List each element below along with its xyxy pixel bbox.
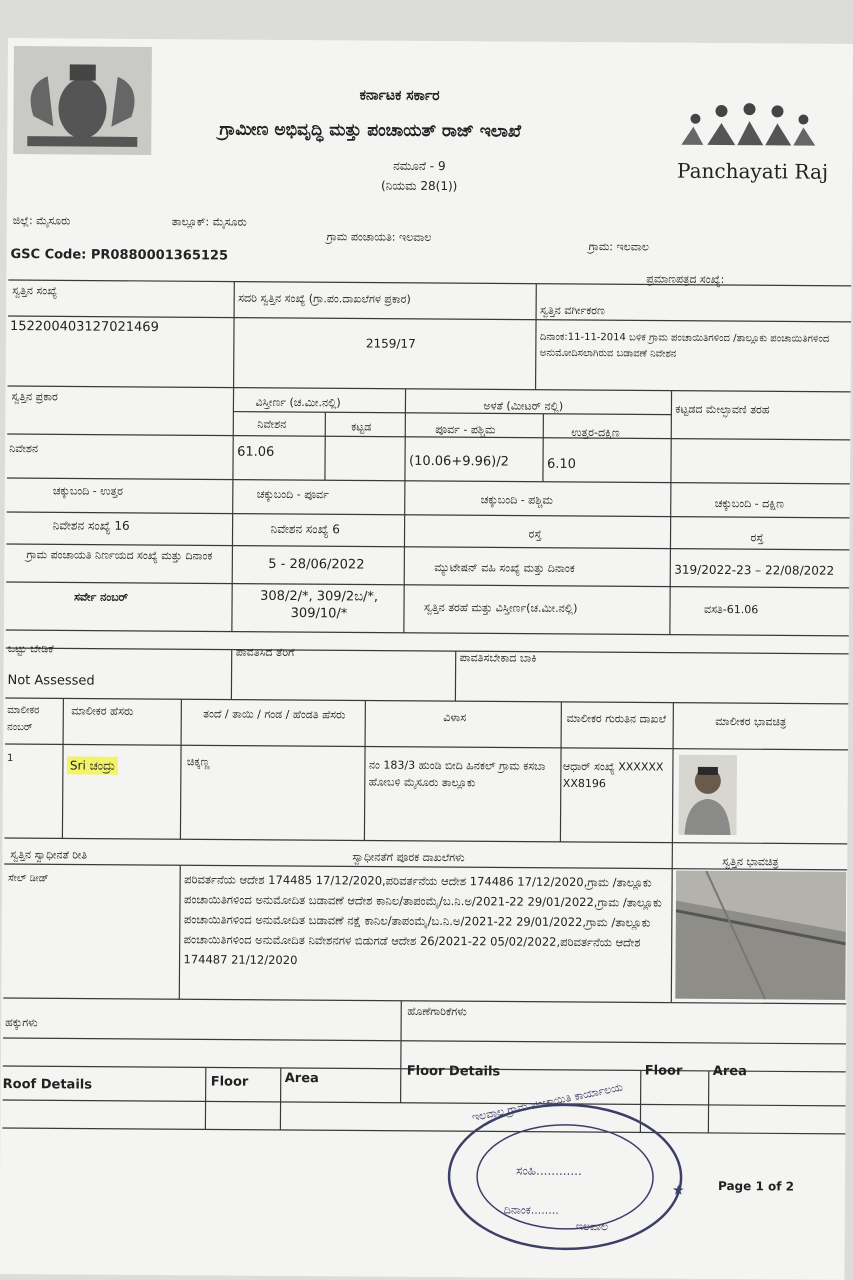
nature-label: ಸ್ವತ್ತಿನ ತರಹೆ ಮತ್ತು ವಿಸ್ತೀರ್ಣ(ಚ.ಮೀ.ನಲ್ಲಿ) (423, 600, 578, 615)
property-id-label: ಸ್ವತ್ತಿನ ಸಂಖ್ಯೆ (12, 284, 58, 298)
mutation-label: ಮ್ಯುಟೇಷನ್ ವಹಿ ಸಂಖ್ಯೆ ಮತ್ತು ದಿನಾಂಕ (434, 560, 575, 575)
seal-place: ಇಲವಾಲ (575, 1219, 609, 1234)
svg-text:★: ★ (671, 1182, 685, 1199)
roof-type-label: ಕಟ್ಟಡದ ಮೇಲ್ಛಾವಣಿ ತರಹ (675, 402, 770, 417)
table-grid (0, 38, 853, 1280)
rights-label: ಹಕ್ಕುಗಳು (5, 1016, 38, 1030)
boundary-south-value: ರಸ್ತೆ (750, 531, 764, 545)
person-photo-icon (678, 755, 737, 835)
form-number: ನಮೂನೆ - 9 (393, 158, 446, 174)
tax-paid-label: ಪಾವತಿಸಿದ ತೆರಿಗೆ (235, 645, 295, 660)
certificate-number-label: ಪ್ರಮಾಣಪತ್ರದ ಸಂಖ್ಯೆ: (646, 272, 725, 287)
resolution-label: ಗ್ರಾಮ ಪಂಚಾಯತಿ ನಿರ್ಣಯದ ಸಂಖ್ಯೆ ಮತ್ತು ದಿನಾಂಕ (26, 548, 213, 563)
page-number: Page 1 of 2 (717, 1178, 795, 1194)
govt-title: ಕರ್ನಾಟಕ ಸರ್ಕಾರ (359, 87, 440, 105)
floor-details-label: Floor Details (406, 1063, 501, 1080)
gsc-code: GSC Code: PR0880001365125 (10, 247, 229, 264)
boundary-west-label: ಚಕ್ಕುಬಂದಿ - ಪಶ್ಚಿಮ (480, 493, 553, 507)
seal-date: ದಿನಾಂಕ........ (503, 1203, 559, 1217)
owner-id-document: ಆಧಾರ್ ಸಂಖ್ಯೆ XXXXXXXX8196 (562, 759, 664, 791)
north-south-label: ಉತ್ತರ-ದಕ್ಷಿಣ (571, 425, 620, 440)
address-header: ವಿಳಾಸ (443, 711, 467, 725)
supporting-docs-value: ಪರಿವರ್ತನೆಯ ಆದೇಶ 174485 17/12/2020,ಪರಿವರ್ತನೆಯ ಆದೇಶ 174486 17/12/2020,ಗ್ರಾಮ /ತಾಲ್ಲೂಕು ಪಂಚಾಯಿತಿಗಳಿಂದ ಅನುಮೋದಿತ ಬಡಾವಣೆ ಆದೇಶ ಕಾನಿಲ/ತಾಪಂಮೈ/ಬ.ನಿ.ಅ/2021-22 29/01/2022,ಗ್ರಾಮ /ತಾಲ್ಲೂಕು ಪಂಚಾಯಿತಿಗಳಿಂದ ಅನುಮೋದಿತ ಬಡಾವಣೆ ನಕ್ಷೆ ಕಾನಿಲ/ತಾಪಂಮೈ/ಬ.ನಿ.ಅ/2021-22 29/01/2022,ಗ್ರಾಮ /ತಾಲ್ಲೂಕು ಪಂಚಾಯಿತಿಗಳಿಂದ ಅನುಮೋದಿತ ನಿವೇಶನಗಳ ಬಿಡುಗಡೆ ಆದೇಶ 26/2021-22 05/02/2022,ಪರಿವರ್ತನೆಯ ಆದೇಶ 174487 21/12/2020 (183, 872, 662, 968)
building-area-label: ಕಟ್ಟಡ (351, 420, 372, 434)
total-demand-value: Not Assessed (7, 673, 95, 689)
document-page (0, 38, 853, 1280)
boundary-south-label: ಚಕ್ಕುಬಂದಿ - ದಕ್ಷಿಣ (714, 496, 784, 511)
boundary-north-value: ನಿವೇಶನ ಸಂಖ್ಯೆ 16 (52, 518, 130, 533)
east-west-value: (10.06+9.96)/2 (409, 453, 509, 470)
boundary-north-label: ಚಕ್ಕುಬಂದಿ - ಉತ್ತರ (52, 484, 124, 498)
relation-header: ತಂದೆ / ತಾಯಿ / ಗಂಡ / ಹೆಂಡತಿ ಹೆಸರು (203, 707, 346, 722)
north-south-value: 6.10 (546, 456, 577, 472)
form-rule: (ನಿಯಮ 28(1)) (380, 178, 458, 194)
dimensions-label: ಅಳತೆ (ಮೀಟರ್ ನಲ್ಲಿ) (483, 399, 564, 413)
supporting-docs-label: ಸ್ವಾಧೀನತೆಗೆ ಪೂರಕ ದಾಖಲೆಗಳು (352, 850, 465, 865)
total-demand-label: ಒಟ್ಟು ಬೇಡಿಕೆ (7, 642, 54, 656)
owner-photo-header: ಮಾಲೀಕರ ಭಾವಚಿತ್ರ (715, 714, 787, 729)
dept-title: ಗ್ರಾಮೀಣ ಅಭಿವೃದ್ಧಿ ಮತ್ತು ಪಂಚಾಯತ್ ರಾಜ್ ಇಲಾಖೆ (219, 119, 521, 142)
roof-details-label: Roof Details (2, 1076, 93, 1093)
resolution-value: 5 - 28/06/2022 (268, 556, 365, 573)
classification-label: ಸ್ವತ್ತಿನ ವರ್ಗೀಕರಣ (540, 303, 605, 318)
floor-label-2: Floor (644, 1063, 683, 1079)
east-west-label: ಪೂರ್ವ - ಪಶ್ಚಿಮ (435, 422, 496, 437)
official-seal (440, 1081, 691, 1253)
gram-panchayat: ಗ್ರಾಮ ಪಂಚಾಯತಿ: ಇಲವಾಲ (326, 230, 432, 244)
floor-label: Floor (210, 1074, 249, 1090)
property-type-label: ಸ್ವತ್ತಿನ ಪ್ರಕಾರ (11, 390, 58, 404)
area-label-2: Area (712, 1063, 747, 1080)
owner-address: ನಂ 183/3 ಹುಂಡಿ ಬೀದಿ ಹಿನಕಲ್ ಗ್ರಾಮ ಕಸಬಾ ಹೋಬಳಿ ಮೈಸೂರು ತಾಲ್ಲೂಕು (368, 758, 546, 790)
property-id-value: 152200403127021469 (9, 319, 159, 336)
mutation-value: 319/2022-23 – 22/08/2022 (674, 562, 835, 578)
gp-number-value: 2159/17 (365, 336, 416, 351)
owner-number: 1 (6, 753, 14, 765)
owner-name: Sri ಚಂದ್ರು (67, 756, 118, 774)
site-area-value: 61.06 (237, 444, 275, 460)
acquisition-mode-value: ಸೇಲ್ ಡೀಡ್ (8, 873, 49, 885)
id-document-header: ಮಾಲೀಕರ ಗುರುತಿನ ದಾಖಲೆ (566, 711, 667, 726)
survey-label: ಸರ್ವೇ ನಂಬರ್ (74, 590, 129, 604)
property-photo (675, 871, 846, 1000)
logo-text: Panchayati Raj (677, 158, 829, 184)
boundary-east-label: ಚಕ್ಕುಬಂದಿ - ಪೂರ್ವ (256, 487, 329, 502)
district: ಜಿಲ್ಲೆ: ಮೈಸೂರು (12, 214, 71, 228)
classification-value: ದಿನಾಂಕ:11-11-2014 ಬಳಿಕ ಗ್ರಾಮ ಪಂಚಾಯಿತಿಗಳಿಂದ /ತಾಲ್ಲೂಕು ಪಂಚಾಯಿತಿಗಳಿಂದ ಅನುಮೋದಿಸಲಾಗಿರುವ ಬಡಾವಣೆ ನಿವೇಶನ (539, 331, 830, 360)
site-area-label: ನಿವೇಶನ (257, 417, 287, 431)
land-photo-icon (675, 871, 846, 1000)
seal-ring-text: ಇಲವಾಲ ಗ್ರಾಮ ಪಂಚಾಯಿತಿ ಕಾರ್ಯಾಲಯ (470, 1080, 624, 1125)
owner-photo (678, 755, 737, 835)
seal-signature: ಸಂಹಿ............ (516, 1163, 582, 1179)
liabilities-label: ಹೊಣೆಗಾರಿಕೆಗಳು (407, 1004, 467, 1019)
gp-number-label: ಸದರಿ ಸ್ವತ್ತಿನ ಸಂಖ್ಯೆ (ಗ್ರಾ.ಪಂ.ದಾಖಲೆಗಳ ಪ್ರಕಾರ) (238, 291, 411, 306)
property-photo-label: ಸ್ವತ್ತಿನ ಭಾವಚಿತ್ರ (722, 855, 779, 869)
acquisition-mode-label: ಸ್ವತ್ತಿನ ಸ್ವಾಧೀನತೆ ರೀತಿ (10, 848, 88, 862)
area-label-1: Area (284, 1070, 319, 1087)
taluk: ತಾಲ್ಲೂಕ್: ಮೈಸೂರು (171, 215, 247, 229)
tax-due-label: ಪಾವತಿಸಬೇಕಾದ ಬಾಕಿ (459, 651, 537, 665)
village: ಗ್ರಾಮ: ಇಲವಾಲ (588, 240, 649, 254)
survey-value: 308/2/*, 309/2ಬ/*, 309/10/* (260, 588, 379, 622)
owner-name-header: ಮಾಲೀಕರ ಹೆಸರು (71, 704, 134, 718)
area-label: ವಿಸ್ತೀರ್ಣ (ಚ.ಮೀ.ನಲ್ಲಿ) (255, 395, 341, 410)
owner-number-header: ಮಾಲೀಕರ ನಂಬರ್ (7, 705, 40, 734)
property-type-value: ನಿವೇಶನ (9, 442, 39, 456)
boundary-east-value: ನಿವೇಶನ ಸಂಖ್ಯೆ 6 (270, 521, 341, 537)
nature-value: ವಸತಿ-61.06 (703, 602, 759, 617)
boundary-west-value: ರಸ್ತೆ (528, 527, 542, 541)
relation-name: ಚಿಕ್ಕಣ್ಣ (186, 755, 210, 769)
